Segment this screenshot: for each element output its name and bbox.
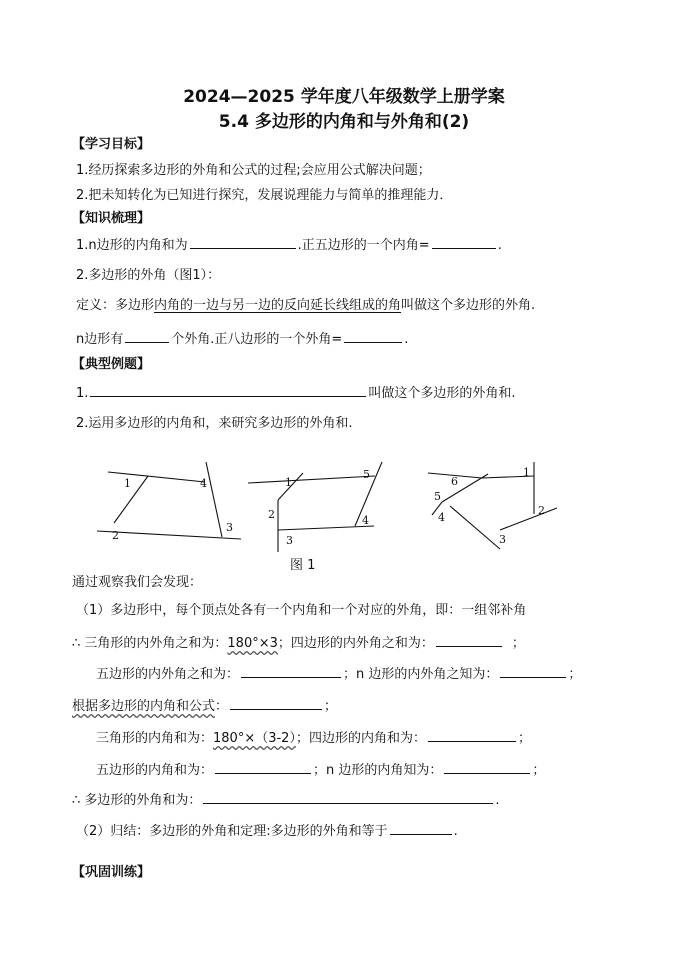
period: . <box>453 824 458 839</box>
answer-blank[interactable] <box>190 236 296 249</box>
tri-int-prefix: 三角形的内角和为： <box>96 731 214 746</box>
examples-header: 【典型例题】 <box>72 357 151 372</box>
fig1-label-2: 2 <box>112 529 119 542</box>
tri-sum-prefix: ∴ 三角形的内外角之和为： <box>72 636 228 651</box>
k1-end: . <box>497 238 502 253</box>
period: . <box>495 793 500 808</box>
def-underlined: 内角的一边与另一边的反向延长线组成的角 <box>154 298 402 313</box>
knowledge-item-3 <box>76 330 408 348</box>
page-title: 2024—2025 学年度八年级数学上册学案 <box>183 87 505 107</box>
definition-line <box>76 298 535 314</box>
def-prefix: 定义：多边形 <box>76 298 155 313</box>
fig3-label-4: 4 <box>438 511 445 524</box>
fig3-label-5: 5 <box>434 490 441 503</box>
answer-blank[interactable] <box>432 236 496 249</box>
therefore-ext: ∴ 多边形的外角和为： <box>72 793 202 808</box>
triangle-interior-line <box>96 729 531 747</box>
answer-blank[interactable] <box>344 330 402 343</box>
figure-1 <box>0 450 688 560</box>
figure-middle-pentagon <box>248 462 382 552</box>
goals-header: 【学习目标】 <box>72 137 151 152</box>
semicolon: ； <box>532 763 546 778</box>
lesson-title: 5.4 多边形的内角和与外角和(2) <box>218 112 470 132</box>
goal-2: 2.把未知转化为已知进行探究，发展说理能力与简单的推理能力． <box>76 188 453 203</box>
tri-int-value: 180°×（3-2） <box>213 731 296 746</box>
answer-blank[interactable] <box>241 665 341 678</box>
answer-blank[interactable] <box>230 697 322 710</box>
observation-1: （1）多边形中，每个顶点处各有一个内角和一个对应的外角，即：一组邻补角 <box>76 603 527 618</box>
k3-end: . <box>404 332 409 347</box>
fig3-label-2: 2 <box>538 504 545 517</box>
quad-int-prefix: ；四边形的内角和为： <box>295 731 426 746</box>
fig3-label-6: 6 <box>451 475 458 488</box>
example-1 <box>76 384 516 402</box>
fig2-label-4: 4 <box>362 514 369 527</box>
interior-formula-line <box>72 697 337 715</box>
fig1-label-3: 3 <box>226 521 233 534</box>
semicolon: ； <box>568 667 582 682</box>
exterior-sum-line <box>72 791 500 809</box>
fig3-label-3: 3 <box>499 533 506 546</box>
k3-text-b: 个外角.正八边形的一个外角= <box>171 332 343 347</box>
pentagon-sum-line <box>96 665 581 683</box>
answer-blank[interactable] <box>125 330 169 343</box>
ngon-sum-prefix: ；n 边形的内外角之知为： <box>343 667 499 682</box>
semicolon: ； <box>511 636 525 651</box>
goal-1: 1.经历探索多边形的外角和公式的过程;会应用公式解决问题； <box>76 163 431 178</box>
knowledge-header: 【知识梳理】 <box>72 211 151 226</box>
interior-formula-prefix: 根据多边形的内角和公式 <box>72 699 216 714</box>
conclusion-line <box>76 822 458 840</box>
pent-sum-prefix: 五边形的内外角之和为： <box>96 667 240 682</box>
ex1-suffix: 叫做这个多边形的外角和. <box>368 386 516 401</box>
triangle-sum-line <box>72 634 525 652</box>
figure-left-quadrilateral <box>97 462 241 539</box>
fig1-label-4: 4 <box>200 477 207 490</box>
answer-blank[interactable] <box>215 761 311 774</box>
example-2: 2.运用多边形的内角和，来研究多边形的外角和. <box>76 416 353 431</box>
practice-header: 【巩固训练】 <box>72 865 151 880</box>
answer-blank[interactable] <box>444 761 530 774</box>
pentagon-interior-line <box>96 761 545 779</box>
observe-line: 通过观察我们会发现： <box>72 575 203 590</box>
semicolon: ； <box>517 731 531 746</box>
interior-formula-colon: ： <box>215 699 229 714</box>
answer-blank[interactable] <box>390 822 452 835</box>
pent-int-prefix: 五边形的内角和为： <box>96 763 214 778</box>
fig2-label-3: 3 <box>286 534 293 547</box>
answer-blank[interactable] <box>436 634 502 647</box>
fig2-label-2: 2 <box>268 508 275 521</box>
def-suffix: 叫做这个多边形的外角. <box>401 298 536 313</box>
fig3-label-1: 1 <box>523 466 530 479</box>
fig2-label-1: 1 <box>285 476 292 489</box>
quad-sum-prefix: ；四边形的内外角之和为： <box>277 636 434 651</box>
semicolon: ； <box>324 699 338 714</box>
figure-caption: 图 1 <box>290 558 316 573</box>
k1-text-b: .正五边形的一个内角= <box>297 238 430 253</box>
ex1-prefix: 1. <box>76 386 89 401</box>
k3-text-a: n边形有 <box>76 332 124 347</box>
k1-text-a: 1.n边形的内角和为 <box>76 238 188 253</box>
knowledge-item-1 <box>76 236 502 254</box>
fig1-label-1: 1 <box>124 477 131 490</box>
answer-blank[interactable] <box>428 729 516 742</box>
answer-blank[interactable] <box>90 384 366 397</box>
conclusion-prefix: （2）归结：多边形的外角和定理:多边形的外角和等于 <box>76 824 388 839</box>
fig2-label-5: 5 <box>363 468 370 481</box>
answer-blank[interactable] <box>500 665 566 678</box>
knowledge-item-2: 2.多边形的外角（图1）： <box>76 268 221 283</box>
ngon-int-prefix: ；n 边形的内角知为： <box>313 763 443 778</box>
answer-blank[interactable] <box>203 791 493 804</box>
tri-sum-value: 180°×3 <box>227 636 278 651</box>
